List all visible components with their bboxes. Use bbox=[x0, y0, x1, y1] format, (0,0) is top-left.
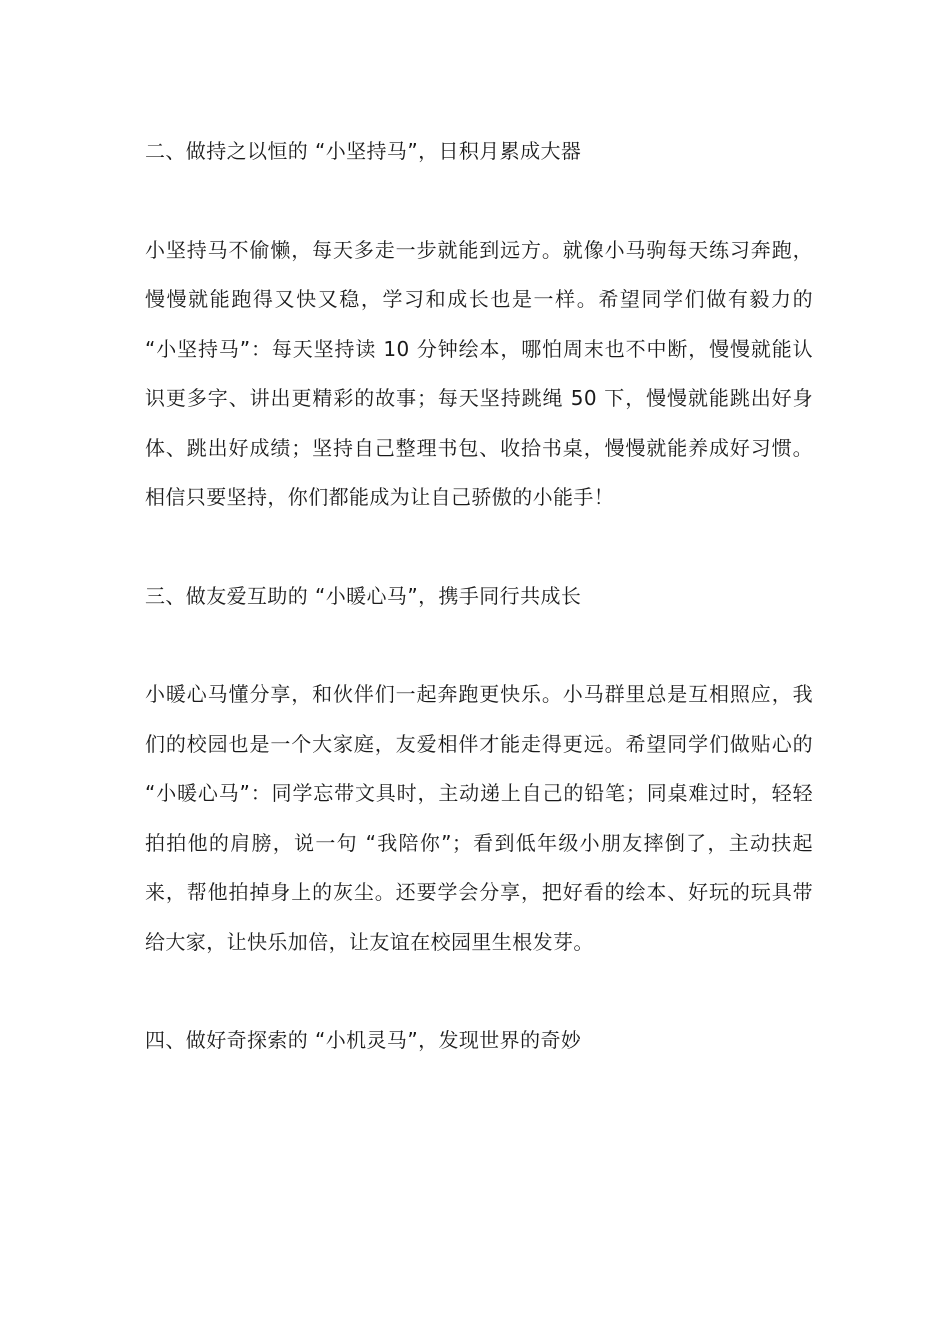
section-heading-2: 二、做持之以恒的 “小坚持马”，日积月累成大器 bbox=[145, 139, 582, 163]
spacer bbox=[145, 967, 813, 1016]
spacer bbox=[145, 621, 813, 670]
spacer bbox=[145, 177, 813, 226]
section-heading-4: 四、做好奇探索的 “小机灵马”，发现世界的奇妙 bbox=[145, 1028, 582, 1052]
section-paragraph-3: 小暖心马懂分享，和伙伴们一起奔跑更快乐。小马群里总是互相照应，我们的校园也是一个大家庭，友爱相伴才能走得更远。希望同学们做贴心的 “小暖心马”：同学忘带文具时，主动递上自己的铅笔；同桌难过时，轻轻拍拍他的肩膀，说一句 “我陪你”；看到低年级小朋友摔倒了，主动扶起来，帮他拍掉身上的灰尘。还要学会分享，把好看的绘本、好玩的玩具带给大家，让快乐加倍，让友谊在校园里生根发芽。 bbox=[145, 682, 813, 954]
section-paragraph-2: 小坚持马不偷懒，每天多走一步就能到远方。就像小马驹每天练习奔跑，慢慢就能跑得又快又稳，学习和成长也是一样。希望同学们做有毅力的 “小坚持马”：每天坚持读 10 分钟绘本，哪怕周末也不中断，慢慢就能认识更多字、讲出更精彩的故事；每天坚持跳绳 50 下，慢慢就能跳出好身体、跳出好成绩；坚持自己整理书包、收拾书桌，慢慢就能养成好习惯。相信只要坚持，你们都能成为让自己骄傲的小能手！ bbox=[145, 237, 813, 509]
section-heading-3: 三、做友爱互助的 “小暖心马”，携手同行共成长 bbox=[145, 583, 582, 608]
document-body bbox=[145, 127, 813, 1066]
spacer bbox=[145, 523, 813, 572]
